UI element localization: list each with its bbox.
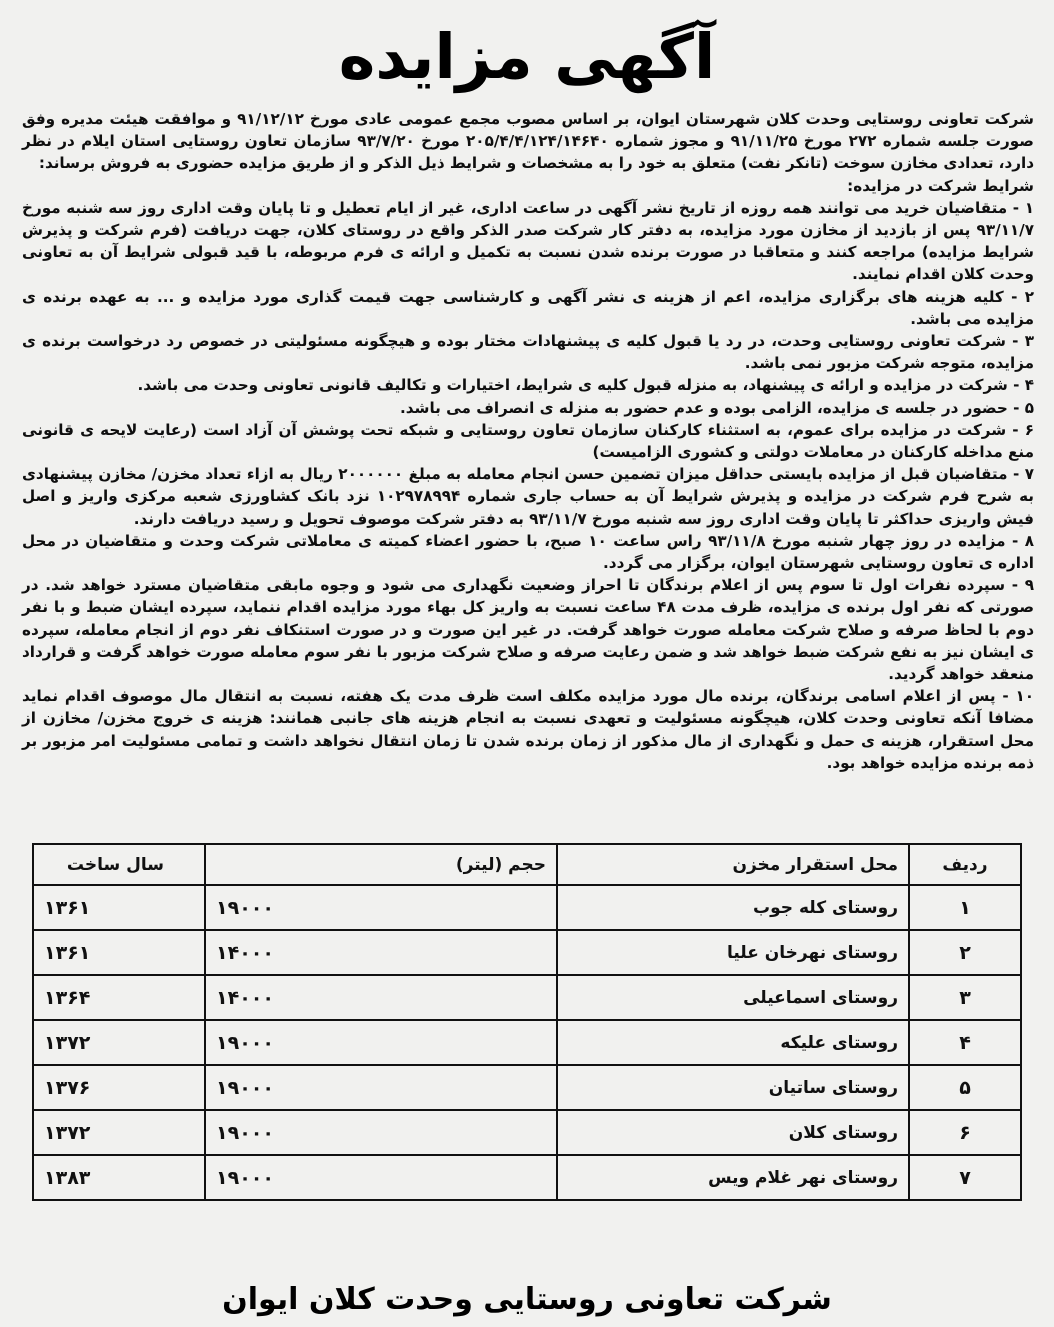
- row-year: ۱۳۷۲: [33, 1020, 205, 1065]
- header-year: سال ساخت: [33, 844, 205, 885]
- row-location: روستای کله جوب: [557, 885, 909, 930]
- row-location: روستای علیکه: [557, 1020, 909, 1065]
- row-year: ۱۳۸۳: [33, 1155, 205, 1200]
- table-row: [33, 1110, 1021, 1155]
- header-location: محل استقرار مخزن: [557, 844, 909, 885]
- notice-body: [22, 108, 1034, 774]
- header-volume: حجم (لیتر): [205, 844, 557, 885]
- table-row: [33, 1065, 1021, 1110]
- row-number: ۴: [909, 1020, 1021, 1065]
- row-year: ۱۳۷۲: [33, 1110, 205, 1155]
- condition-item: ۲ - کلیه هزینه های برگزاری مزایده، اعم از هزینه ی نشر آگهی و کارشناسی جهت قیمت گذاری مورد مزایده و ... به عهده برنده ی مزایده می باشد.: [22, 287, 1034, 328]
- company-signature: شرکت تعاونی روستایی وحدت کلان ایوان: [222, 1282, 832, 1317]
- row-volume: ۱۴۰۰۰: [205, 975, 557, 1020]
- table-row: [33, 1020, 1021, 1065]
- row-year: ۱۳۶۴: [33, 975, 205, 1020]
- condition-item: ۳ - شرکت تعاونی روستایی وحدت، در رد یا قبول کلیه ی پیشنهادات مختار بوده و هیچگونه مسئولیتی در خصوص رد درخواست برنده ی مزایده، متوجه شرکت مزبور نمی باشد.: [22, 332, 1034, 373]
- row-year: ۱۳۶۱: [33, 885, 205, 930]
- row-year: ۱۳۶۱: [33, 930, 205, 975]
- condition-item: ۴ - شرکت در مزایده و ارائه ی پیشنهاد، به منزله قبول کلیه ی شرایط، اختیارات و تکالیف قانونی تعاونی وحدت می باشد.: [137, 376, 1034, 395]
- header-row-number: ردیف: [909, 844, 1021, 885]
- conditions-heading: شرایط شرکت در مزایده:: [847, 176, 1034, 195]
- row-location: روستای ساتیان: [557, 1065, 909, 1110]
- row-location: روستای نهر غلام ویس: [557, 1155, 909, 1200]
- table-row: [33, 1155, 1021, 1200]
- row-volume: ۱۹۰۰۰: [205, 1110, 557, 1155]
- row-volume: ۱۴۰۰۰: [205, 930, 557, 975]
- condition-item: ۱ - متقاضیان خرید می توانند همه روزه از تاریخ نشر آگهی در ساعت اداری، غیر از ایام تعطیل و تا پایان وقت اداری روز سه شنبه مورخ ۹۳/۱۱/۷ پس از بازدید از مخازن مورد مزایده، به دفتر کار شرکت صدر الذکر واقع در روستای کلان، جهت دریافت (فرم شرکت و پذیرش شرایط مزایده) مراجعه کنند و متعاقبا در صورت برنده شدن نسبت به تکمیل و ارائه ی فرم مربوطه، با قید قبولی شرایط آن به تعاونی وحدت کلان اقدام نمایند.: [22, 198, 1034, 284]
- condition-item: ۱۰ - پس از اعلام اسامی برندگان، برنده مال مورد مزایده مکلف است ظرف مدت یک هفته، نسبت به انتقال مال موصوف اقدام نماید مضافا آنکه تعاونی وحدت کلان، هیچگونه مسئولیت و تعهدی نسبت به انجام هزینه های جانبی همانند: هزینه ی خروج مخزن/ مخازن از محل استقرار، هزینه ی حمل و نگهداری از مال مذکور از زمان برنده شدن تا زمان انتقال نخواهد داشت و تمامی مسئولیت امر مزبور بر ذمه برنده مزایده خواهد بود.: [22, 687, 1034, 772]
- row-number: ۵: [909, 1065, 1021, 1110]
- condition-item: ۸ - مزایده در روز چهار شنبه مورخ ۹۳/۱۱/۸ راس ساعت ۱۰ صبح، با حضور اعضاء کمیته ی معاملاتی شرکت وحدت و متقاضیان در محل اداره ی تعاون روستایی شهرستان ایوان، برگزار می گردد.: [22, 531, 1034, 573]
- row-volume: ۱۹۰۰۰: [205, 885, 557, 930]
- condition-item: ۵ - حضور در جلسه ی مزایده، الزامی بوده و عدم حضور به منزله ی انصراف می باشد.: [399, 398, 1034, 417]
- condition-item: ۷ - متقاضیان قبل از مزایده بایستی حداقل میزان تضمین حسن انجام معامله به مبلغ ۲۰۰۰۰۰۰ ریال به ازاء تعداد مخزن/ مخازن پیشنهادی به شرح فرم شرکت در مزایده و پذیرش شرایط آن به حساب جاری شماره ۱۰۲۹۷۸۹۹۴ نزد بانک کشاورزی شعبه مرکزی واریز و اصل فیش واریزی حداکثر تا پایان وقت اداری روز سه شنبه مورخ ۹۳/۱۱/۷ به دفتر شرکت موصوف تحویل و رسید دریافت دارند.: [22, 465, 1035, 528]
- row-number: ۲: [909, 930, 1021, 975]
- row-location: روستای اسماعیلی: [557, 975, 909, 1020]
- table-header-row: [33, 844, 1021, 885]
- row-year: ۱۳۷۶: [33, 1065, 205, 1110]
- row-number: ۳: [909, 975, 1021, 1020]
- notice-title: آگهی مزایده: [338, 20, 716, 93]
- row-location: روستای کلان: [557, 1110, 909, 1155]
- table-row: [33, 885, 1021, 930]
- intro-paragraph: شرکت تعاونی روستایی وحدت کلان شهرستان ایوان، بر اساس مصوب مجمع عمومی عادی مورخ ۹۱/۱۲/۱۲ و موافقت هیئت مدیره وفق صورت جلسه شماره ۲۷۲ مورخ ۹۱/۱۱/۲۵ و مجوز شماره ۲۰۵/۴/۴/۱۲۴/۱۴۶۴۰ مورخ ۹۳/۷/۲۰ سازمان تعاون روستایی استان ایلام در نظر دارد، تعدادی مخازن سوخت (تانکر نفت) متعلق به خود را به مشخصات و شرایط ذیل الذکر و از طریق مزایده حضوری به فروش برساند:: [22, 110, 1034, 173]
- row-number: ۱: [909, 885, 1021, 930]
- condition-item: ۶ - شرکت در مزایده برای عموم، به استثناء کارکنان سازمان تعاون روستایی و شبکه تحت پوشش آن آزاد است (رعایت لایحه ی قانونی منع مداخله کارکنان در معاملات دولتی و کشوری الزامیست): [22, 420, 1034, 462]
- tanks-table: [32, 843, 1022, 1201]
- table-row: [33, 975, 1021, 1020]
- row-number: ۶: [909, 1110, 1021, 1155]
- row-volume: ۱۹۰۰۰: [205, 1155, 557, 1200]
- row-volume: ۱۹۰۰۰: [205, 1065, 557, 1110]
- row-location: روستای نهرخان علیا: [557, 930, 909, 975]
- condition-item: ۹ - سپرده نفرات اول تا سوم پس از اعلام برندگان تا احراز وضعیت نگهداری می شود و وجوه مابقی متقاضیان مسترد خواهد شد. در صورتی که نفر اول برنده ی مزایده، ظرف مدت ۴۸ ساعت نسبت به واریز کل بهاء مورد مزایده اقدام ننماید، سپرده ایشان ضبط و با نفر دوم با لحاظ صرفه و صلاح شرکت معامله صورت خواهد گرفت. در غیر این صورت و در صورت استنکاف نفر دوم از انجام معامله، سپرده ی ایشان نیز به نفع شرکت ضبط خواهد شد و ضمن رعایت صرفه و صلاح شرکت مزبور با نفر سوم معامله صورت خواهد گرفت و قرارداد منعقد خواهد گردید.: [22, 576, 1034, 684]
- table-row: [33, 930, 1021, 975]
- row-number: ۷: [909, 1155, 1021, 1200]
- row-volume: ۱۹۰۰۰: [205, 1020, 557, 1065]
